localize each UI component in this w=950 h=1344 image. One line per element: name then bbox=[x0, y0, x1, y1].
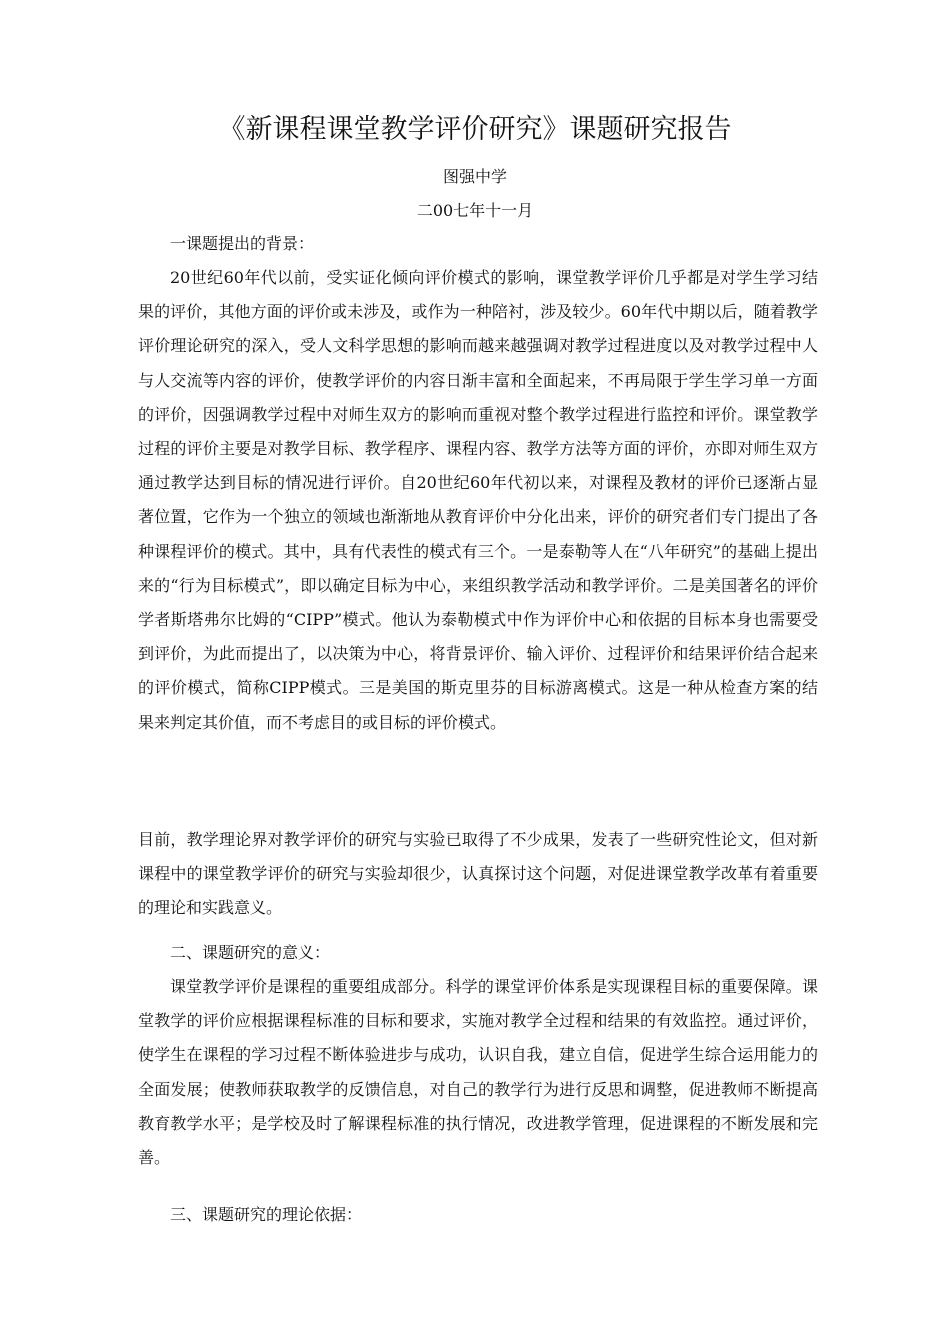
section-heading-theory: 三、课题研究的理论依据： bbox=[170, 1205, 363, 1224]
paragraph-significance: 课堂教学评价是课程的重要组成部分。科学的课堂评价体系是实现课程目标的重要保障。课堂教学的评价应根据课程标准的目标和要求，实施对教学全过程和结果的有效监控。通过评价，使学生在课程的学习过程不断体验进步与成功，认识自我，建立自信，促进学生综合运用能力的全面发展；使教师获取教学的反馈信息，对自己的教学行为进行反思和调整，促进教师不断提高教育教学水平；是学校及时了解课程标准的执行情况，改进教学管理，促进课程的不断发展和完善。 bbox=[138, 977, 818, 1168]
paragraph-background-current: 目前，教学理论界对教学评价的研究与实验已取得了不少成果，发表了一些研究性论文，但对新课程中的课堂教学评价的研究与实验却很少，认真探讨这个问题，对促进课堂教学改革有着重要的理论和实践意义。 bbox=[138, 830, 818, 918]
paragraph-background-history: 20世纪60年代以前，受实证化倾向评价模式的影响，课堂教学评价几乎都是对学生学习结果的评价，其他方面的评价或未涉及，或作为一种陪衬，涉及较少。60年代中期以后，随着教学评价理论研究的深入，受人文科学思想的影响而越来越强调对教学过程进度以及对教学过程中人与人交流等内容的评价，使教学评价的内容日渐丰富和全面起来，不再局限于学生学习单一方面的评价，因强调教学过程中对师生双方的影响而重视对整个教学过程进行监控和评价。课堂教学过程的评价主要是对教学目标、教学程序、课程内容、教学方法等方面的评价，亦即对师生双方通过教学达到目标的情况进行评价。自20世纪60年代初以来，对课程及教材的评价已逐渐占显著位置，它作为一个独立的领域也渐渐地从教育评价中分化出来，评价的研究者们专门提出了各种课程评价的模式。其中，具有代表性的模式有三个。一是泰勒等人在“八年研究”的基础上提出来的“行为目标模式”，即以确定目标为中心，来组织教学活动和教学评价。二是美国著名的评价学者斯塔弗尔比姆的“CIPP”模式。他认为泰勒模式中作为评价中心和依据的目标本身也需要受到评价，为此而提出了，以决策为中心，将背景评价、输入评价、过程评价和结果评价结合起来的评价模式，简称CIPP模式。三是美国的斯克里芬的目标游离模式。这是一种从检查方案的结果来判定其价值，而不考虑目的或目标的评价模式。 bbox=[138, 268, 818, 732]
date-line: 二00七年十一月 bbox=[416, 201, 534, 220]
author-line: 图强中学 bbox=[442, 167, 507, 186]
section-heading-background: 一课题提出的背景： bbox=[170, 234, 315, 253]
section-heading-significance: 二、课题研究的意义： bbox=[170, 943, 331, 962]
document-title: 《新课程课堂教学评价研究》课题研究报告 bbox=[218, 114, 732, 145]
